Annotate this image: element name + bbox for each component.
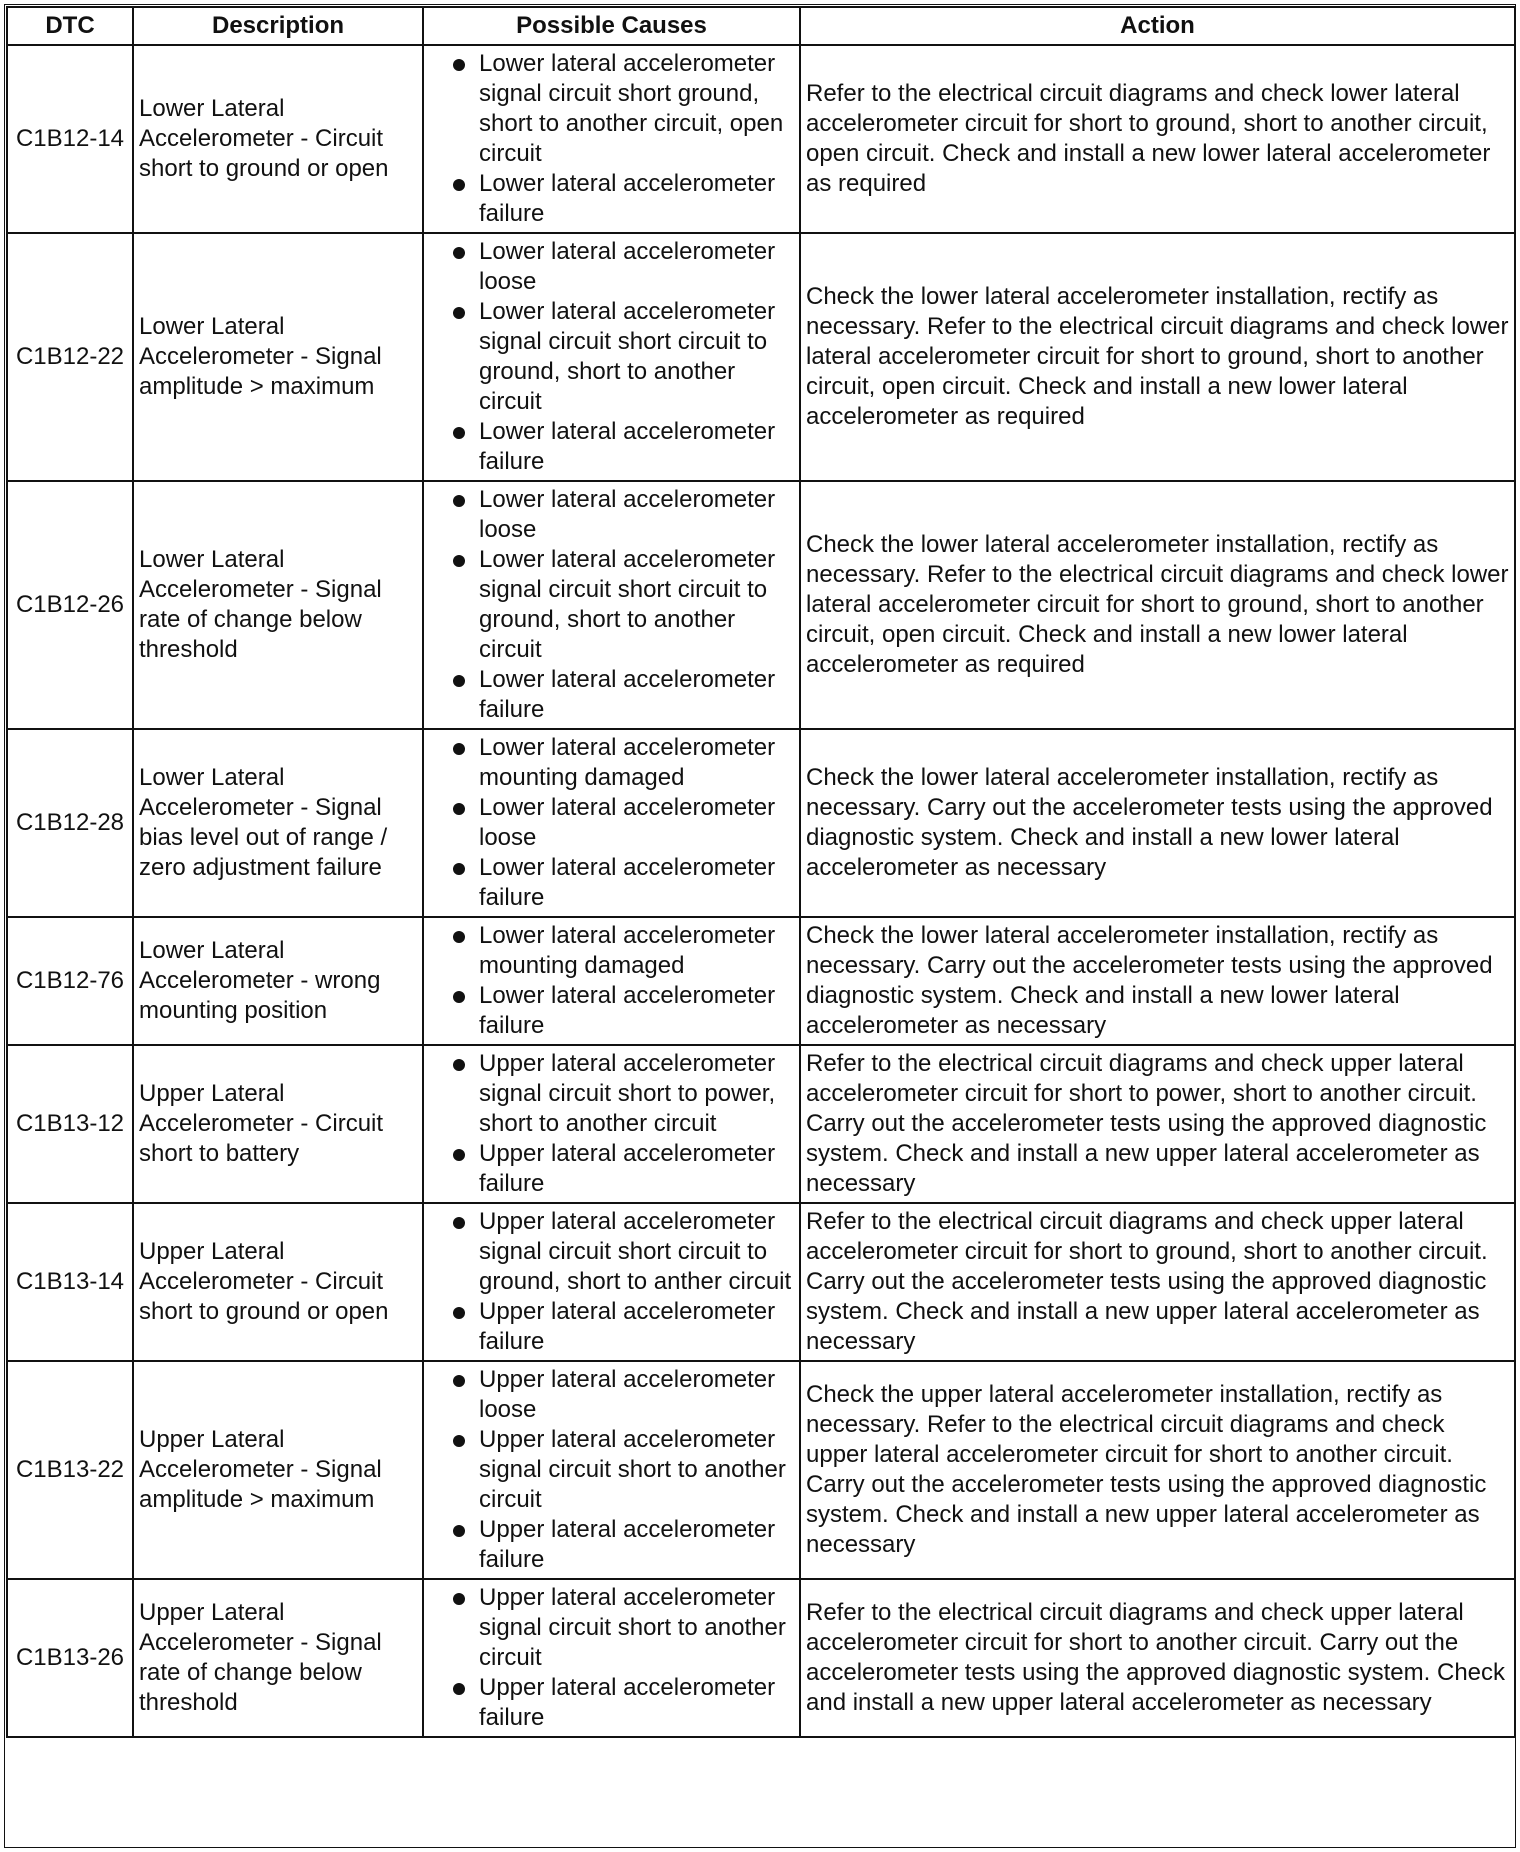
table-row (7, 481, 1515, 729)
cause-item: Lower lateral accelerometer mounting damaged (429, 921, 794, 981)
cause-item: Lower lateral accelerometer mounting damaged (429, 733, 794, 793)
cause-item: Lower lateral accelerometer loose (429, 793, 794, 853)
dtc-code: C1B13-22 (7, 1361, 133, 1579)
cause-item: Upper lateral accelerometer signal circuit short circuit to ground, short to anther circuit (429, 1207, 794, 1297)
possible-causes-cell (423, 1045, 800, 1203)
dtc-action: Refer to the electrical circuit diagrams and check lower lateral accelerometer circuit for short to ground, short to another circuit, open circuit. Check and install a new lower lateral accelerometer as required (800, 45, 1515, 233)
dtc-action: Check the lower lateral accelerometer installation, rectify as necessary. Carry out the accelerometer tests using the approved diagnostic system. Check and install a new lower lateral accelerometer as necessary (800, 729, 1515, 917)
dtc-action: Refer to the electrical circuit diagrams and check upper lateral accelerometer circuit for short to ground, short to another circuit. Carry out the accelerometer tests using the approved diagnostic system. Check and install a new upper lateral accelerometer as necessary (800, 1203, 1515, 1361)
dtc-description: Lower Lateral Accelerometer - Signal amplitude > maximum (133, 233, 423, 481)
header-description: Description (133, 7, 423, 45)
dtc-table (6, 6, 1516, 1738)
causes-list (429, 237, 794, 477)
dtc-code: C1B12-14 (7, 45, 133, 233)
dtc-code: C1B12-26 (7, 481, 133, 729)
dtc-action: Check the lower lateral accelerometer installation, rectify as necessary. Carry out the accelerometer tests using the approved diagnostic system. Check and install a new lower lateral accelerometer as necessary (800, 917, 1515, 1045)
header-dtc: DTC (7, 7, 133, 45)
table-row (7, 1203, 1515, 1361)
dtc-code: C1B13-26 (7, 1579, 133, 1737)
cause-item: Lower lateral accelerometer failure (429, 169, 794, 229)
dtc-action: Check the lower lateral accelerometer installation, rectify as necessary. Refer to the electrical circuit diagrams and check lower lateral accelerometer circuit for short to ground, short to another circuit, open circuit. Check and install a new lower lateral accelerometer as required (800, 233, 1515, 481)
header-row (7, 7, 1515, 45)
dtc-description: Upper Lateral Accelerometer - Circuit short to ground or open (133, 1203, 423, 1361)
cause-item: Upper lateral accelerometer failure (429, 1297, 794, 1357)
dtc-code: C1B12-76 (7, 917, 133, 1045)
possible-causes-cell (423, 917, 800, 1045)
dtc-action: Check the upper lateral accelerometer installation, rectify as necessary. Refer to the electrical circuit diagrams and check upper lateral accelerometer circuit for short to another circuit. Carry out the accelerometer tests using the approved diagnostic system. Check and install a new upper lateral accelerometer as necessary (800, 1361, 1515, 1579)
header-possible-causes: Possible Causes (423, 7, 800, 45)
table-header (7, 7, 1515, 45)
possible-causes-cell (423, 1361, 800, 1579)
possible-causes-cell (423, 1203, 800, 1361)
possible-causes-cell (423, 233, 800, 481)
dtc-action: Refer to the electrical circuit diagrams and check upper lateral accelerometer circuit for short to another circuit. Carry out the accelerometer tests using the approved diagnostic system. Check and install a new upper lateral accelerometer as necessary (800, 1579, 1515, 1737)
possible-causes-cell (423, 729, 800, 917)
dtc-description: Lower Lateral Accelerometer - Signal bias level out of range / zero adjustment failure (133, 729, 423, 917)
cause-item: Lower lateral accelerometer signal circuit short circuit to ground, short to another circuit (429, 297, 794, 417)
dtc-description: Lower Lateral Accelerometer - Circuit short to ground or open (133, 45, 423, 233)
dtc-action: Refer to the electrical circuit diagrams and check upper lateral accelerometer circuit for short to power, short to another circuit. Carry out the accelerometer tests using the approved diagnostic system. Check and install a new upper lateral accelerometer as necessary (800, 1045, 1515, 1203)
dtc-description: Upper Lateral Accelerometer - Circuit short to battery (133, 1045, 423, 1203)
cause-item: Upper lateral accelerometer failure (429, 1515, 794, 1575)
cause-item: Upper lateral accelerometer failure (429, 1673, 794, 1733)
possible-causes-cell (423, 1579, 800, 1737)
table-row (7, 729, 1515, 917)
dtc-code: C1B13-14 (7, 1203, 133, 1361)
cause-item: Upper lateral accelerometer signal circuit short to power, short to another circuit (429, 1049, 794, 1139)
cause-item: Upper lateral accelerometer loose (429, 1365, 794, 1425)
table-row (7, 1361, 1515, 1579)
cause-item: Lower lateral accelerometer failure (429, 665, 794, 725)
cause-item: Lower lateral accelerometer failure (429, 417, 794, 477)
table-row (7, 917, 1515, 1045)
cause-item: Lower lateral accelerometer loose (429, 237, 794, 297)
table-row (7, 45, 1515, 233)
dtc-action: Check the lower lateral accelerometer installation, rectify as necessary. Refer to the electrical circuit diagrams and check lower lateral accelerometer circuit for short to ground, short to another circuit, open circuit. Check and install a new lower lateral accelerometer as required (800, 481, 1515, 729)
table-row (7, 1045, 1515, 1203)
dtc-code: C1B13-12 (7, 1045, 133, 1203)
dtc-description: Lower Lateral Accelerometer - wrong mounting position (133, 917, 423, 1045)
table-row (7, 233, 1515, 481)
cause-item: Lower lateral accelerometer signal circuit short ground, short to another circuit, open circuit (429, 49, 794, 169)
cause-item: Upper lateral accelerometer signal circuit short to another circuit (429, 1425, 794, 1515)
dtc-description: Lower Lateral Accelerometer - Signal rate of change below threshold (133, 481, 423, 729)
causes-list (429, 1583, 794, 1733)
possible-causes-cell (423, 481, 800, 729)
causes-list (429, 49, 794, 229)
cause-item: Upper lateral accelerometer failure (429, 1139, 794, 1199)
cause-item: Lower lateral accelerometer loose (429, 485, 794, 545)
cause-item: Lower lateral accelerometer failure (429, 853, 794, 913)
causes-list (429, 733, 794, 913)
cause-item: Lower lateral accelerometer failure (429, 981, 794, 1041)
cause-item: Upper lateral accelerometer signal circuit short to another circuit (429, 1583, 794, 1673)
causes-list (429, 921, 794, 1041)
dtc-code: C1B12-22 (7, 233, 133, 481)
cause-item: Lower lateral accelerometer signal circuit short circuit to ground, short to another circuit (429, 545, 794, 665)
possible-causes-cell (423, 45, 800, 233)
table-body (7, 45, 1515, 1737)
causes-list (429, 1365, 794, 1575)
causes-list (429, 1207, 794, 1357)
dtc-code: C1B12-28 (7, 729, 133, 917)
dtc-description: Upper Lateral Accelerometer - Signal rate of change below threshold (133, 1579, 423, 1737)
header-action: Action (800, 7, 1515, 45)
dtc-description: Upper Lateral Accelerometer - Signal amplitude > maximum (133, 1361, 423, 1579)
causes-list (429, 485, 794, 725)
causes-list (429, 1049, 794, 1199)
table-row (7, 1579, 1515, 1737)
